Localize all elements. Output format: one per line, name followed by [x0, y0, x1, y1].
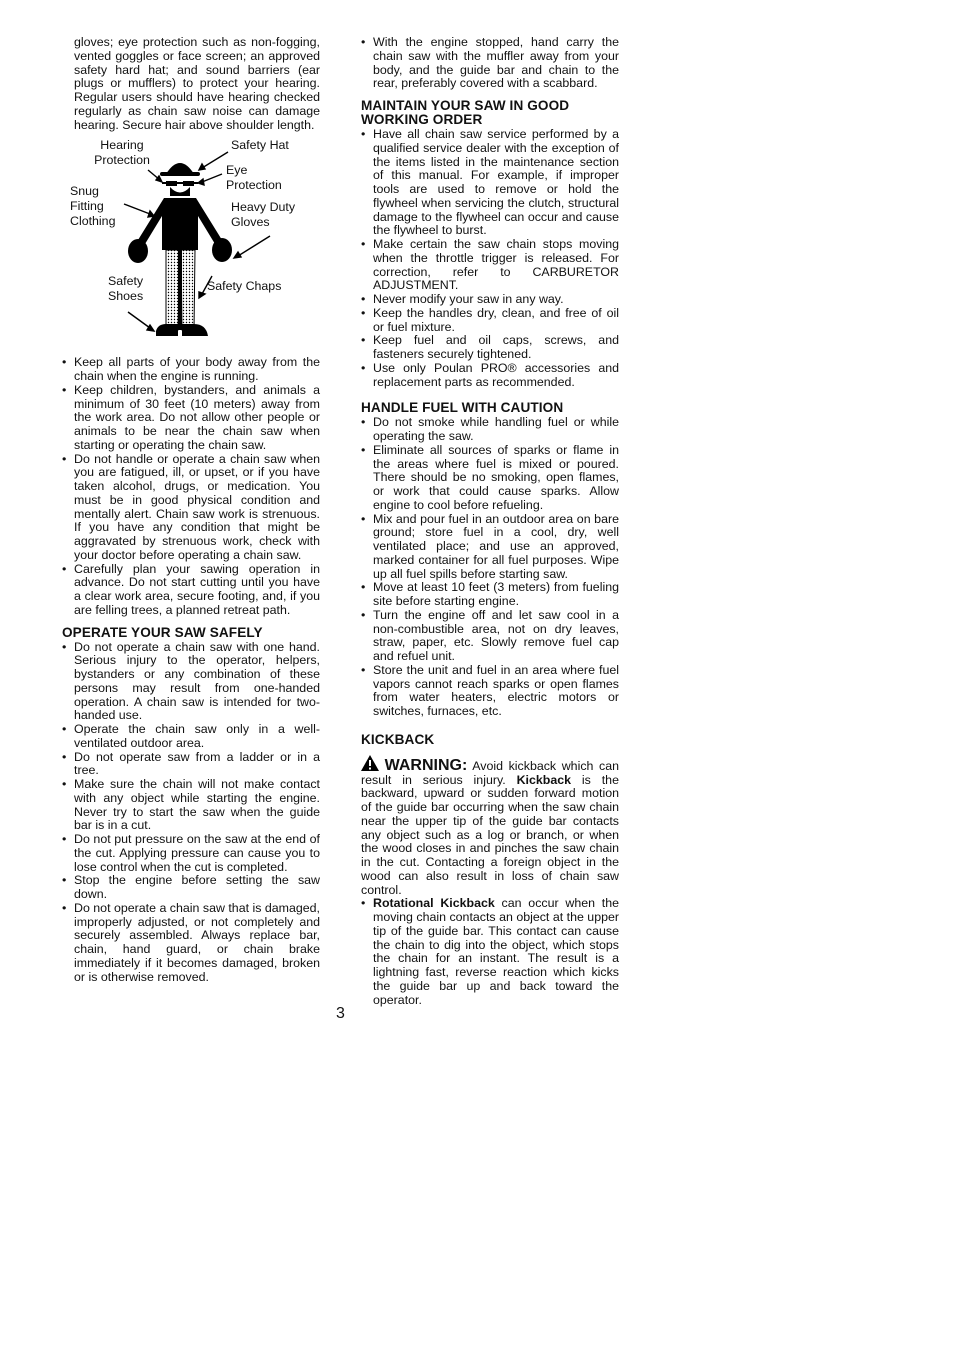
list-item: • Do not handle or operate a chain saw when you are fatigued, ill, or upset, or if you have taken alcohol, drugs, or medication. You must be in good physical condition and mentally alert. Chain saw work is strenuous. If you have any condition that might be aggravated by strenuous work, check with your doctor before operating a chain saw.	[62, 453, 320, 563]
list-item: • Keep all parts of your body away from the chain when the engine is running.	[62, 356, 320, 384]
list-item-rotational-kickback	[361, 897, 619, 1007]
list-item: • Make certain the saw chain stops moving when the throttle trigger is released. For correction, refer to CARBURETOR ADJUSTMENT.	[361, 238, 619, 293]
list-item: • Keep fuel and oil caps, screws, and fasteners securely tightened.	[361, 334, 619, 362]
list-item: • Keep children, bystanders, and animals a minimum of 30 feet (10 meters) away from the work area. Do not allow other people or animals to be near the chain saw when starting or operating the chain saw.	[62, 384, 320, 453]
rotational-kickback-text: can occur when the moving chain contacts an object at the upper tip of the guide bar. This contact can cause the chain to dig into the object, which stops the chain for an instant. The result is a lightning fast, reverse reaction which kicks the guide bar up and back toward the operator.	[373, 896, 619, 1007]
label-heavy-duty-gloves: Heavy Duty Gloves	[231, 200, 296, 230]
list-item: • Eliminate all sources of sparks or flame in the areas where fuel is mixed or poured. There should be no smoking, open flames, or work that could cause sparks. Allow engine to cool before refueling.	[361, 444, 619, 513]
bullet-list-fuel	[361, 416, 619, 719]
bullet-list-maintain	[361, 128, 619, 389]
page-number: 3	[336, 1005, 345, 1022]
bullet-list-operate	[62, 641, 320, 985]
label-safety-shoes: Safety Shoes	[108, 274, 144, 304]
list-item: • Mix and pour fuel in an outdoor area on bare ground; store fuel in a cool, dry, well ventilated place; and use an approved, marked container for all fuel purposes. Wipe up all fuel spills before starting saw.	[361, 513, 619, 582]
warning-text-2: is the backward, upward or sudden forward motion of the guide bar occurring when the saw chain near the upper tip of the guide bar contacts any object such as a log or branch, or when the wood closes in and pinches the saw chain in the cut. Contacting a foreign object in the wood can also result in loss of chain saw control.	[361, 772, 619, 897]
warning-text-1: Avoid kickback which can result in serious injury.	[361, 758, 619, 787]
list-item: • Make sure the chain will not make contact with any object while starting the engine. Never try to start the saw when the guide bar is in a cut.	[62, 778, 320, 833]
kickback-warning-paragraph	[361, 755, 619, 898]
bullet-list-carry	[361, 36, 619, 91]
bullet-list-kickback	[361, 897, 619, 1007]
heading-kickback: KICKBACK	[361, 731, 435, 747]
label-safety-hat: Safety Hat	[231, 138, 289, 153]
warning-label: WARNING:	[384, 756, 468, 774]
list-item: • Move at least 10 feet (3 meters) from fueling site before starting engine.	[361, 581, 619, 609]
warning-triangle-icon	[361, 755, 379, 771]
label-hearing-protection: Hearing Protection	[94, 138, 150, 168]
label-safety-chaps: Safety Chaps	[207, 279, 282, 294]
list-item: • Stop the engine before setting the saw down.	[62, 874, 320, 902]
list-item: • Do not smoke while handling fuel or while operating the saw.	[361, 416, 619, 444]
list-item: • Carefully plan your sawing operation in advance. Do not start cutting until you have a clear work area, secure footing, and, if you are felling trees, a planned retreat path.	[62, 563, 320, 618]
list-item: • Operate the chain saw only in a well-ventilated outdoor area.	[62, 723, 320, 751]
list-item: • Store the unit and fuel in an area where fuel vapors cannot reach sparks or open flames from water heaters, electric motors or switches, furnaces, etc.	[361, 664, 619, 719]
list-item: • Turn the engine off and let saw cool in a non-combustible area, not on dry leaves, straw, paper, etc. Slowly remove fuel cap and refuel unit.	[361, 609, 619, 664]
list-item: • Do not put pressure on the saw at the end of the cut. Applying pressure can cause you to lose control when the cut is completed.	[62, 833, 320, 874]
label-snug-fitting-clothing: Snug Fitting Clothing	[70, 184, 116, 229]
safety-gear-figure	[62, 138, 320, 352]
intro-paragraph: gloves; eye protection such as non-fogging, vented goggles or face screen; an approved safety hard hat; and sound barriers (ear plugs or mufflers) to protect your hearing. Regular users should have hearing checked regularly as chain saw noise can damage hearing. Secure hair above shoulder length.	[74, 35, 320, 132]
kickback-term: Kickback	[516, 772, 572, 787]
list-item: • Do not operate saw from a ladder or in a tree.	[62, 751, 320, 779]
label-eye-protection: Eye Protection	[226, 163, 282, 193]
heading-handle-fuel: HANDLE FUEL WITH CAUTION	[361, 400, 564, 416]
bullet-list-general	[62, 356, 320, 617]
list-item: • With the engine stopped, hand carry the chain saw with the muffler away from your body, and the guide bar and chain to the rear, preferably covered with a scabbard.	[361, 36, 619, 91]
rotational-kickback-term: Rotational Kickback	[373, 896, 495, 911]
right-column	[361, 36, 619, 1007]
heading-maintain: MAINTAIN YOUR SAW IN GOOD WORKING ORDER	[361, 98, 570, 127]
left-column	[62, 36, 320, 984]
list-item: • Use only Poulan PRO® accessories and replacement parts as recommended.	[361, 362, 619, 390]
list-item: • Never modify your saw in any way.	[361, 293, 619, 307]
list-item: • Do not operate a chain saw with one hand. Serious injury to the operator, helpers, bystanders or any combination of these persons may result from one-handed operation. A chain saw is intended for two-handed use.	[62, 641, 320, 724]
heading-operate-safely: OPERATE YOUR SAW SAFELY	[62, 624, 263, 640]
list-item: • Do not operate a chain saw that is damaged, improperly adjusted, or not completely and securely assembled. Always replace bar, chain, hand guard, or chain brake immediately if it becomes damaged, broken or is otherwise removed.	[62, 902, 320, 985]
list-item: • Keep the handles dry, clean, and free of oil or fuel mixture.	[361, 307, 619, 335]
list-item: • Have all chain saw service performed by a qualified service dealer with the exception of the items listed in the maintenance section of this manual. For example, if improper tools are used to remove or hold the flywheel when servicing the clutch, structural damage to the flywheel can occur and cause the flywheel to burst.	[361, 128, 619, 238]
